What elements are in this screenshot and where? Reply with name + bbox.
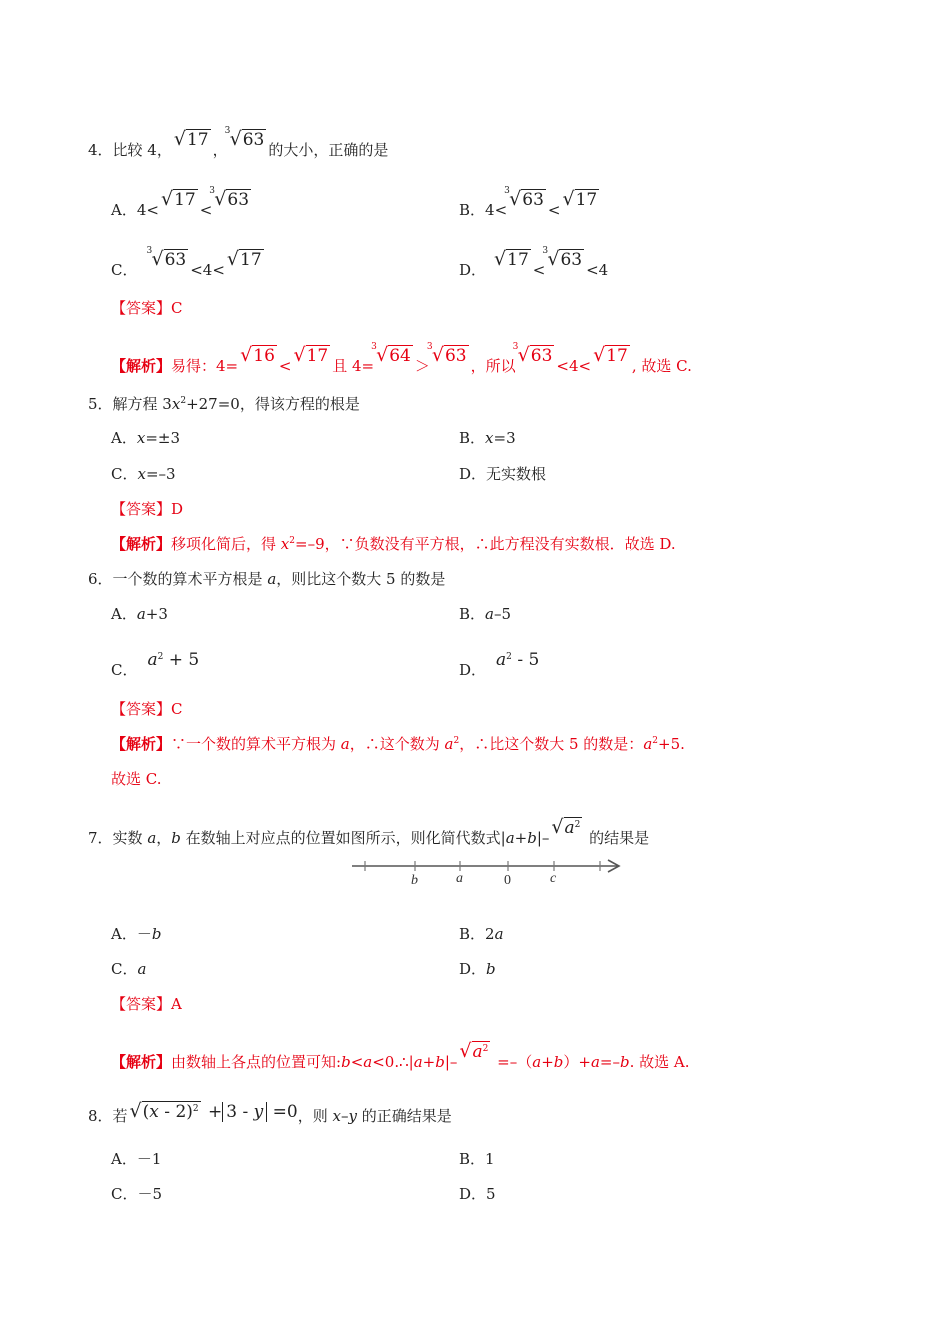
axis-label-a: a: [456, 871, 463, 886]
sqrt-17: √17: [173, 128, 209, 150]
q7-option-d: D．b: [459, 960, 496, 978]
q8-option-d: D．5: [459, 1185, 496, 1203]
q5-explanation: 【解析】移项化简后，得 $x^2=-9$，∵负数没有平方根，∴此方程没有实数根．故选 D.: [111, 535, 676, 553]
absolute-value: 3 - y: [222, 1102, 267, 1122]
q4-option-a: A．4< √17 < 3 √63: [111, 186, 250, 219]
q4-stem: 4．比较 4， √17 ， 3 √63 的大小，正确的是: [88, 126, 389, 159]
q4-option-c: C． 3 √63 <4< √17: [111, 246, 262, 279]
q6-option-d: D． $a^2 - 5$: [459, 650, 540, 679]
q6-option-b: B．a–5: [459, 605, 512, 623]
q8-option-a: A．－1: [111, 1150, 162, 1168]
q7-explanation: 【解析】由数轴上各点的位置可知:b<a<0.∴|a+b|– $√a^2 =-(a+b)+a=-b$. 故选 A.: [111, 1040, 690, 1071]
q6-explanation-line2: 故选 C.: [111, 770, 162, 788]
q5-option-b: B．x=3: [459, 429, 516, 447]
q7-stem: 7．实数 a，b 在数轴上对应点的位置如图所示，则化简代数式|a+b|– $√a^2$ 的结果是: [88, 816, 650, 847]
q5-option-c: C．x=–3: [111, 465, 176, 483]
q4-option-d: D． √17 < 3 √63 <4: [459, 246, 609, 279]
q7-option-b: B．2a: [459, 925, 504, 943]
q7-answer: 【答案】A: [111, 995, 182, 1013]
q8-option-b: B．1: [459, 1150, 495, 1168]
q6-option-a: A．a+3: [111, 605, 168, 623]
axis-label-c: c: [550, 871, 557, 886]
q6-stem: 6．一个数的算术平方根是 a，则比这个数大 5 的数是: [88, 570, 446, 588]
q8-stem: 8．若 √(x - 2)$^2$ + 3 - y =0，则 x–y 的正确结果是: [88, 1100, 452, 1125]
q7-option-c: C．a: [111, 960, 147, 978]
q4-answer: 【答案】C: [111, 299, 183, 317]
q8-option-c: C．－5: [111, 1185, 163, 1203]
q4-explanation: 【解析】易得：4= √16 < √17 且 4= 3 √64 ＞ 3 √63 ，所以 3 √63 <4< √17 , 故选 C.: [111, 342, 692, 375]
sqrt-a-squared: $√a^2$: [551, 816, 581, 838]
axis-label-zero: 0: [504, 873, 511, 888]
q5-option-d: D．无实数根: [459, 465, 547, 483]
q5-stem: 5．解方程 $3x^2+27=0$，得该方程的根是: [88, 395, 360, 413]
cbrt-63: 3 √63: [224, 126, 265, 150]
sqrt-x-minus-2-squared: √(x - 2)$^2$: [129, 1100, 199, 1122]
axis-label-b: b: [411, 873, 418, 888]
q5-option-a: A．x=±3: [111, 429, 180, 447]
q6-option-c: C． $a^2 + 5$: [111, 650, 200, 679]
number-line-figure: [350, 852, 625, 892]
q4-option-b: B．4< 3 √63 < √17: [459, 186, 598, 219]
q6-answer: 【答案】C: [111, 700, 183, 718]
q5-answer: 【答案】D: [111, 500, 184, 518]
q7-option-a: A．－b: [111, 925, 162, 943]
q6-explanation: 【解析】∵一个数的算术平方根为 a，∴这个数为 $a^2$，∴比这个数大 5 的数是：$a^2+5$.: [111, 735, 685, 753]
